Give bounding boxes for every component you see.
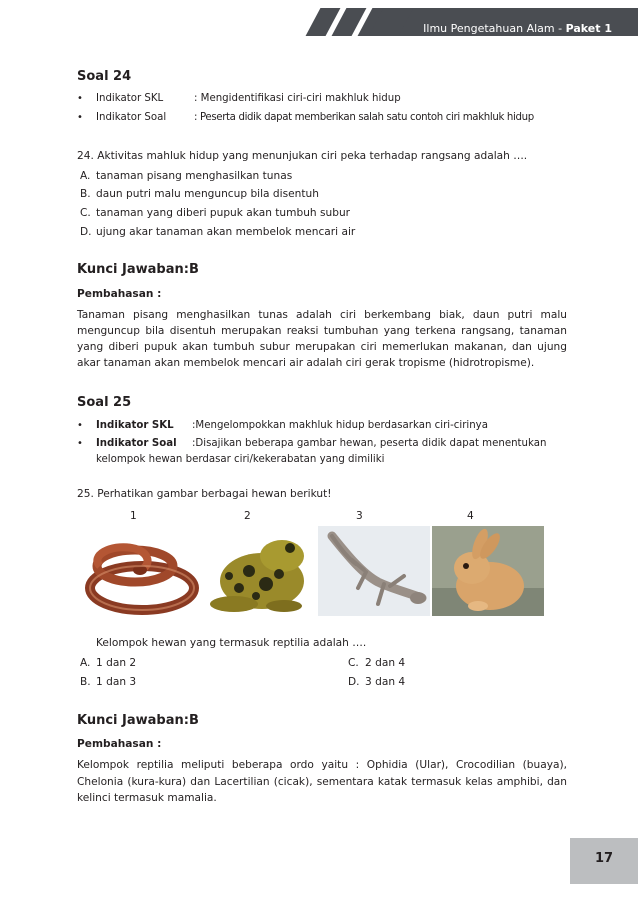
- soal24-indicator-soal-label: Indikator Soal: [96, 112, 167, 123]
- soal24-indicator-skl-label: Indikator SKL: [96, 93, 164, 104]
- soal25-indicator-soal-label: Indikator Soal: [96, 438, 177, 449]
- frog-image: [204, 526, 314, 616]
- bullet: •: [77, 420, 83, 431]
- soal25-title: Soal 25: [77, 395, 132, 410]
- soal24-option-text: tanaman pisang menghasilkan tunas: [96, 170, 293, 182]
- gecko-image: [318, 526, 430, 616]
- soal25-option-letter: D.: [348, 676, 360, 688]
- page-number: 17: [594, 851, 614, 866]
- soal25-option-letter: B.: [80, 676, 91, 688]
- soal25-option-letter: C.: [348, 657, 359, 669]
- soal25-indicator-soal-value-cont: kelompok hewan berdasar ciri/kekerabatan yang dimiliki: [96, 454, 385, 465]
- bullet: •: [77, 438, 83, 449]
- image-number-1: 1: [130, 510, 137, 522]
- bullet: •: [77, 93, 83, 104]
- soal24-question: 24. Aktivitas mahluk hidup yang menunjukan ciri peka terhadap rangsang adalah ….: [77, 150, 528, 162]
- soal25-discussion: Kelompok reptilia meliputi beberapa ordo yaitu : Ophidia (Ular), Crocodilian (buaya), Chelonia (kura-kura) dan Lacertilian (cicak), sementara katak termasuk kelas amphibi, dan kelinci termasuk mamalia.: [77, 759, 567, 804]
- soal25-indicator-skl-value: :Mengelompokkan makhluk hidup berdasarkan ciri-cirinya: [192, 420, 488, 431]
- soal25-answer-title: Kunci Jawaban:B: [77, 713, 199, 728]
- soal25-option-text: 1 dan 3: [96, 676, 137, 688]
- soal25-indicator-skl-label: Indikator SKL: [96, 420, 174, 431]
- image-number-4: 4: [467, 510, 474, 522]
- soal25-option-text: 1 dan 2: [96, 657, 137, 669]
- soal25-question: 25. Perhatikan gambar berbagai hewan berikut!: [77, 488, 332, 500]
- image-number-3: 3: [356, 510, 363, 522]
- soal24-indicator-skl-value: : Mengidentifikasi ciri-ciri makhluk hidup: [194, 93, 401, 104]
- soal24-indicator-soal-value: : Peserta didik dapat memberikan salah satu contoh ciri makhluk hidup: [194, 112, 534, 123]
- soal24-discussion: Tanaman pisang menghasilkan tunas adalah ciri berkembang biak, daun putri malu menguncup bila disentuh merupakan reaksi tumbuhan yang terkena rangsang, tanaman yang diberi pupuk akan tumbuh subur merupakan ciri memerlukan makanan, dan ujung akar tanaman akan membelok mencari air adalah ciri gerak tropisme (hidrotropisme).: [77, 309, 567, 369]
- soal24-option-text: ujung akar tanaman akan membelok mencari air: [96, 226, 356, 238]
- soal25-option-letter: A.: [80, 657, 91, 669]
- soal25-prompt: Kelompok hewan yang termasuk reptilia adalah ….: [96, 637, 367, 649]
- soal24-title: Soal 24: [77, 69, 132, 84]
- bullet: •: [77, 112, 83, 123]
- rabbit-image: [432, 526, 544, 616]
- soal25-discussion-label: Pembahasan :: [77, 738, 162, 750]
- soal24-answer-title: Kunci Jawaban:B: [77, 262, 199, 277]
- soal24-option-text: tanaman yang diberi pupuk akan tumbuh subur: [96, 207, 351, 219]
- soal24-option-letter: A.: [80, 170, 91, 182]
- image-number-2: 2: [244, 510, 251, 522]
- soal24-option-letter: D.: [80, 226, 92, 238]
- header-title: Ilmu Pengetahuan Alam - Paket 1: [423, 22, 612, 35]
- soal25-option-text: 3 dan 4: [365, 676, 406, 688]
- snake-image: [80, 526, 202, 616]
- soal24-option-letter: C.: [80, 207, 91, 219]
- page-number-box: [570, 838, 638, 884]
- soal25-option-text: 2 dan 4: [365, 657, 406, 669]
- soal24-discussion-label: Pembahasan :: [77, 288, 162, 300]
- soal24-option-letter: B.: [80, 188, 91, 200]
- header-bar: [392, 8, 638, 36]
- soal24-option-text: daun putri malu menguncup bila disentuh: [96, 188, 319, 200]
- soal25-indicator-soal-value: :Disajikan beberapa gambar hewan, peserta didik dapat menentukan: [192, 438, 547, 449]
